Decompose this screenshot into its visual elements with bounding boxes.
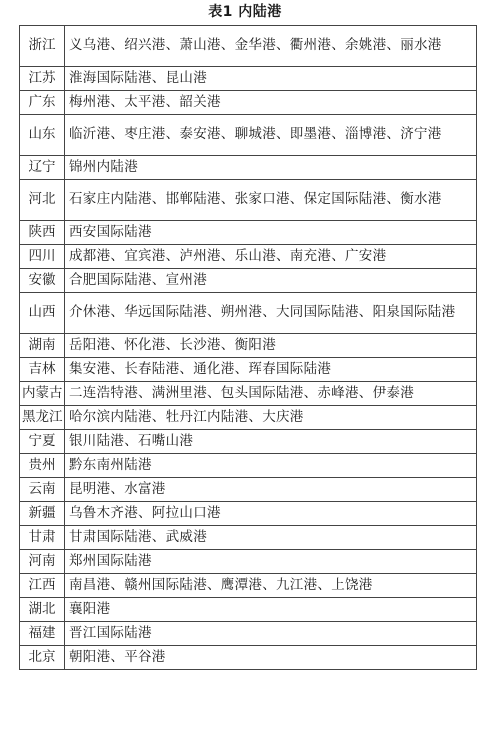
- province-cell: 贵州: [20, 454, 65, 478]
- table-row: [20, 502, 477, 526]
- ports-cell: 岳阳港、怀化港、长沙港、衡阳港: [65, 334, 477, 358]
- ports-cell: 甘肃国际陆港、武威港: [65, 526, 477, 550]
- table-row: [20, 454, 477, 478]
- ports-cell: 南昌港、赣州国际陆港、鹰潭港、九江港、上饶港: [65, 574, 477, 598]
- province-cell: 吉林: [20, 358, 65, 382]
- table-row: [20, 156, 477, 180]
- table-row: [20, 478, 477, 502]
- ports-cell: 襄阳港: [65, 598, 477, 622]
- table-row: [20, 115, 477, 156]
- ports-cell: 二连浩特港、满洲里港、包头国际陆港、赤峰港、伊泰港: [65, 382, 477, 406]
- ports-cell: 石家庄内陆港、邯郸陆港、张家口港、保定国际陆港、衡水港: [65, 180, 477, 221]
- table-row: [20, 622, 477, 646]
- province-cell: 辽宁: [20, 156, 65, 180]
- province-cell: 浙江: [20, 26, 65, 67]
- table-row: [20, 550, 477, 574]
- ports-cell: 临沂港、枣庄港、泰安港、聊城港、即墨港、淄博港、济宁港: [65, 115, 477, 156]
- ports-cell: 哈尔滨内陆港、牡丹江内陆港、大庆港: [65, 406, 477, 430]
- province-cell: 内蒙古: [20, 382, 65, 406]
- province-cell: 陕西: [20, 221, 65, 245]
- table-row: [20, 526, 477, 550]
- ports-cell: 郑州国际陆港: [65, 550, 477, 574]
- province-cell: 广东: [20, 91, 65, 115]
- inland-ports-table: [19, 25, 477, 670]
- province-cell: 黑龙江: [20, 406, 65, 430]
- table-row: [20, 646, 477, 670]
- ports-cell: 淮海国际陆港、昆山港: [65, 67, 477, 91]
- ports-cell: 朝阳港、平谷港: [65, 646, 477, 670]
- table-row: [20, 430, 477, 454]
- ports-cell: 梅州港、太平港、韶关港: [65, 91, 477, 115]
- table-row: [20, 334, 477, 358]
- ports-cell: 锦州内陆港: [65, 156, 477, 180]
- ports-cell: 昆明港、水富港: [65, 478, 477, 502]
- table-row: [20, 269, 477, 293]
- table-row: [20, 406, 477, 430]
- table-row: [20, 358, 477, 382]
- province-cell: 甘肃: [20, 526, 65, 550]
- table-row: [20, 293, 477, 334]
- province-cell: 山东: [20, 115, 65, 156]
- province-cell: 北京: [20, 646, 65, 670]
- table-row: [20, 91, 477, 115]
- table-row: [20, 221, 477, 245]
- ports-cell: 黔东南州陆港: [65, 454, 477, 478]
- ports-cell: 银川陆港、石嘴山港: [65, 430, 477, 454]
- province-cell: 安徽: [20, 269, 65, 293]
- table-row: [20, 180, 477, 221]
- table-row: [20, 245, 477, 269]
- ports-cell: 介休港、华远国际陆港、朔州港、大同国际陆港、阳泉国际陆港: [65, 293, 477, 334]
- province-cell: 江苏: [20, 67, 65, 91]
- province-cell: 新疆: [20, 502, 65, 526]
- province-cell: 云南: [20, 478, 65, 502]
- province-cell: 宁夏: [20, 430, 65, 454]
- ports-cell: 义乌港、绍兴港、萧山港、金华港、衢州港、余姚港、丽水港: [65, 26, 477, 67]
- province-cell: 四川: [20, 245, 65, 269]
- ports-cell: 集安港、长春陆港、通化港、珲春国际陆港: [65, 358, 477, 382]
- province-cell: 河南: [20, 550, 65, 574]
- province-cell: 湖北: [20, 598, 65, 622]
- table-row: [20, 26, 477, 67]
- province-cell: 江西: [20, 574, 65, 598]
- ports-cell: 成都港、宜宾港、泸州港、乐山港、南充港、广安港: [65, 245, 477, 269]
- table-row: [20, 67, 477, 91]
- table-row: [20, 382, 477, 406]
- table-title: 表1 内陆港: [208, 4, 282, 20]
- table-row: [20, 574, 477, 598]
- province-cell: 山西: [20, 293, 65, 334]
- ports-cell: 晋江国际陆港: [65, 622, 477, 646]
- ports-cell: 西安国际陆港: [65, 221, 477, 245]
- province-cell: 河北: [20, 180, 65, 221]
- ports-cell: 乌鲁木齐港、阿拉山口港: [65, 502, 477, 526]
- table-row: [20, 598, 477, 622]
- province-cell: 福建: [20, 622, 65, 646]
- province-cell: 湖南: [20, 334, 65, 358]
- ports-cell: 合肥国际陆港、宣州港: [65, 269, 477, 293]
